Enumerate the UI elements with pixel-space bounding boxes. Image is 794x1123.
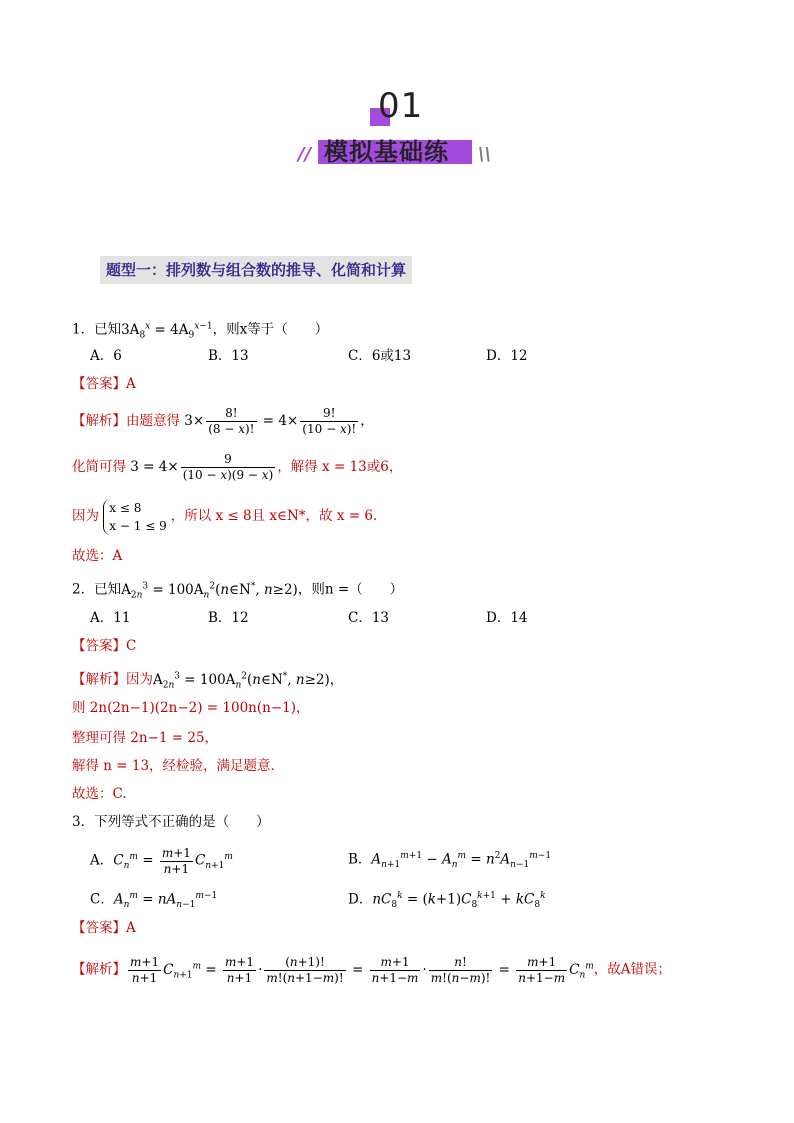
right-slash-mark: \\ (478, 144, 492, 165)
q3-answer (72, 918, 136, 938)
q2-analysis-1 (72, 666, 343, 695)
q3-analysis-label: 【解析】 (72, 961, 126, 978)
q1-analysis-2 (72, 452, 402, 483)
q1-option-a: A．6 (90, 348, 122, 364)
chapter-number: 01 (378, 86, 424, 126)
q2-analysis-label: 【解析】 (72, 671, 126, 688)
q1-answer-label: 【答案】 (72, 376, 126, 392)
chapter-title: 模拟基础练 (324, 138, 449, 166)
q2-option-a: A．11 (90, 610, 131, 626)
question-1-stem (72, 316, 328, 345)
q1-analysis-3 (72, 498, 386, 535)
chapter-header (0, 88, 794, 178)
q1-conclusion: 故选：A (72, 548, 123, 564)
q1-option-d: D．12 (486, 348, 528, 364)
q2-analysis-1-text: 因为 (126, 671, 153, 688)
q2-option-d: D．14 (486, 610, 528, 626)
q2-stem-prefix: 2．已知 (72, 581, 122, 598)
question-2-stem (72, 576, 403, 605)
q3-answer-value: A (126, 920, 136, 936)
q3-analysis-1 (72, 950, 671, 991)
q1-option-c: C．6或13 (348, 348, 412, 364)
q3-answer-label: 【答案】 (72, 920, 126, 936)
q2-answer-value: C (126, 638, 137, 654)
q1-analysis-label: 【解析】 (72, 413, 126, 429)
q1-inequality-system (103, 499, 166, 535)
q2-option-c: C．13 (348, 610, 390, 626)
q3-analysis-1-expr: $\frac{m+1}{n+1}$ $C_{n+1}^m$ = $\frac{m+1}{n+1}$ · $\frac{(n+1)!}{m!(n+1-m)!}$ = $\frac{m+1}{n+1-m}$ · $\frac{n!}{m!(n-m)!}$ = $\frac{m+1}{n+1-m}$ $C_n^m$ (130, 954, 594, 985)
q1-analysis-1-expr: 3× $\frac{8!}{(8 - x)!}$ = 4× $\frac{9!}{(10 - x)!}$ ， (184, 406, 374, 436)
q3-analysis-1-tail: ，故A错误； (593, 961, 672, 978)
q1-analysis-2-expr: 3 = 4× $\frac{9}{(10 - x)(9 - x)}$ (130, 452, 274, 482)
q1-analysis-2-tail: ，解得 x = 13或6， (277, 459, 403, 475)
q1-answer (72, 374, 136, 394)
q1-analysis-1-text: 由题意得 (126, 413, 180, 429)
q2-stem-expr: $A_{2n}^3$ = $100A_n^2(n\in N^*$, n≥2) (121, 581, 298, 601)
q1-stem-expr: $3A_8^x = 4A_9^{x-1}$ (121, 321, 213, 341)
q2-analysis-4: 解得 n = 13，经检验，满足题意． (72, 758, 285, 774)
q2-option-b: B．12 (208, 610, 249, 626)
q1-answer-value: A (126, 376, 136, 392)
question-3-stem: 3．下列等式不正确的是（ ） (72, 814, 270, 830)
q3-option-a: A．$C_n^m$ = $\frac{m+1}{n+1}$ $C_{n+1}^m$ (90, 845, 233, 876)
q3-option-b: B．$A_{n+1}^{m+1} - A_n^m = n^2A_{n-1}^{m-1}$ (348, 851, 552, 871)
q2-analysis-2: 则 2n(2n−1)(2n−2) = 100n(n−1)， (72, 700, 310, 716)
q1-analysis-2-text: 化简可得 (72, 459, 126, 475)
q3-option-d: D．$nC_8^k = (k+1)C_8^{k+1} + kC_8^k$ (348, 891, 546, 911)
q2-analysis-1-expr: $A_{2n}^3$ = $100A_n^2(n\in N^*$, n≥2)， (153, 671, 344, 691)
q1-stem-suffix: ，则x等于（ ） (212, 321, 329, 338)
q2-answer-label: 【答案】 (72, 638, 126, 654)
left-slash-mark: // (298, 144, 312, 165)
q1-sys-line-2: x − 1 ≤ 9 (109, 518, 167, 533)
q2-stem-suffix: ，则n =（ ） (297, 581, 404, 598)
section-title: 题型一：排列数与组合数的推导、化简和计算 (100, 256, 412, 284)
q1-sys-line-1: x ≤ 8 (109, 500, 142, 515)
q1-analysis-1 (72, 406, 374, 437)
q1-analysis-3-tail: ，所以 x ≤ 8且 x∈N*，故 x = 6． (170, 508, 387, 524)
q2-answer (72, 636, 136, 656)
q2-analysis-3: 整理可得 2n−1 = 25， (72, 730, 219, 746)
q2-conclusion: 故选：C. (72, 786, 127, 802)
q1-option-b: B．13 (208, 348, 249, 364)
q3-option-c: C．$A_n^m = nA_{n-1}^{m-1}$ (90, 891, 218, 911)
q1-stem-prefix: 1．已知 (72, 321, 122, 338)
q1-analysis-3-text: 因为 (72, 508, 99, 524)
